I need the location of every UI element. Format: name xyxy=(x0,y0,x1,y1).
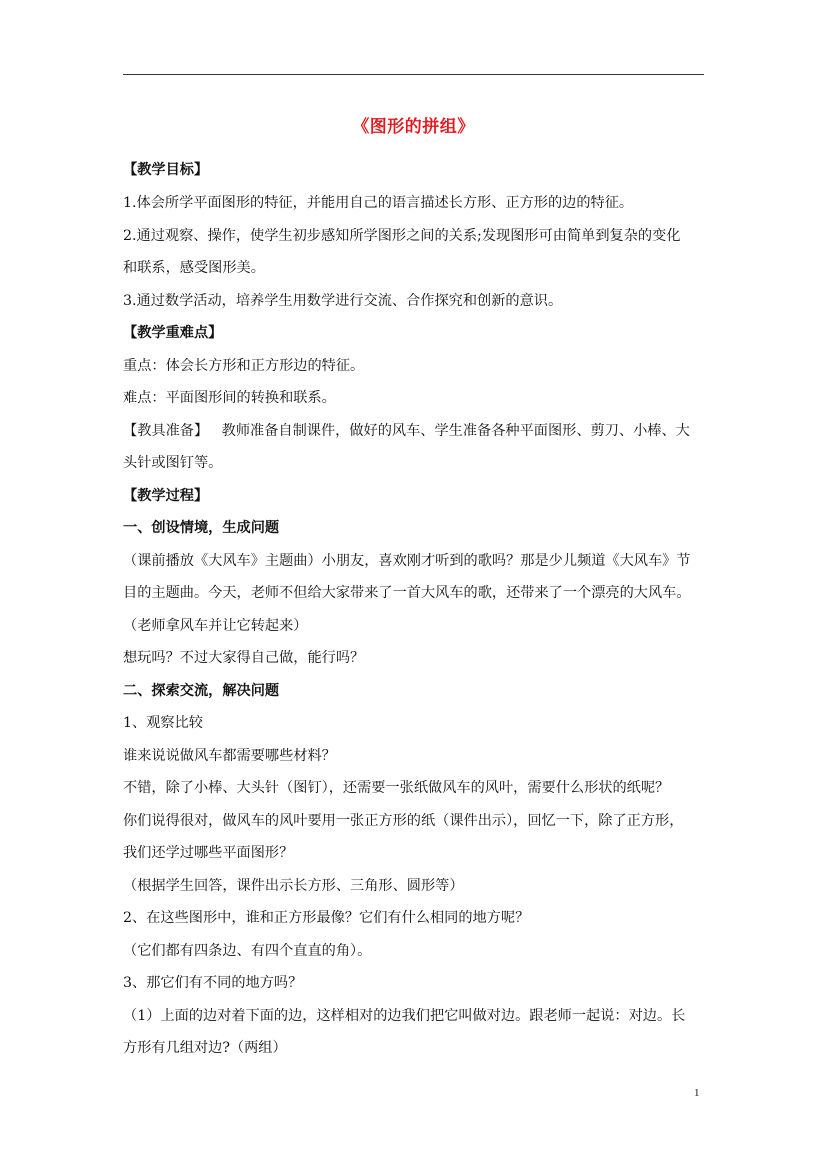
paragraph-line: 重点：体会长方形和正方形边的特征。 xyxy=(123,358,365,374)
paragraph-line: 不错，除了小棒、大头针（图钉），还需要一张纸做风车的风叶，需要什么形状的纸呢？ xyxy=(123,780,670,796)
paragraph-line: （老师拿风车并让它转起来） xyxy=(123,618,308,634)
paragraph-line: 3.通过数学活动，培养学生用数学进行交流、合作探究和创新的意识。 xyxy=(123,293,563,309)
paragraph-line: 我们还学过哪些平面图形？ xyxy=(123,845,294,861)
section-heading-objectives: 【教学目标】 xyxy=(123,162,209,178)
paragraph-line: 目的主题曲。今天，老师不但给大家带来了一首大风车的歌，还带来了一个漂亮的大风车。 xyxy=(123,585,691,601)
paragraph-line: 头针或图钉等。 xyxy=(123,455,223,471)
document-title: 《图形的拼组》 xyxy=(352,117,475,137)
paragraph-line: 3、那它们有不同的地方吗？ xyxy=(123,975,303,991)
paragraph-line: 和联系，感受图形美。 xyxy=(123,260,265,276)
header-rule xyxy=(123,74,704,75)
paragraph-line: （根据学生回答，课件出示长方形、三角形、圆形等） xyxy=(123,878,464,894)
paragraph-line-materials: 【教具准备】 教师准备自制课件，做好的风车、学生准备各种平面图形、剪刀、小棒、大 xyxy=(123,423,690,439)
paragraph-line: 2.通过观察、操作，使学生初步感知所学图形之间的关系;发现图形可由简单到复杂的变化 xyxy=(123,228,681,244)
paragraph-line: （1）上面的边对着下面的边，这样相对的边我们把它叫做对边。跟老师一起说：对边。长 xyxy=(123,1008,686,1024)
section-heading-process: 【教学过程】 xyxy=(123,488,209,504)
subsection-heading-1: 一、创设情境，生成问题 xyxy=(123,520,280,536)
paragraph-line: 1.体会所学平面图形的特征，并能用自己的语言描述长方形、正方形的边的特征。 xyxy=(123,195,634,211)
section-heading-key-points: 【教学重难点】 xyxy=(123,325,223,341)
paragraph-line: 1、观察比较 xyxy=(123,715,203,731)
paragraph-line: 你们说得很对，做风车的风叶要用一张正方形的纸（课件出示），回忆一下，除了正方形， xyxy=(123,813,684,829)
paragraph-line: 想玩吗？不过大家得自己做，能行吗？ xyxy=(123,650,365,666)
subsection-heading-2: 二、探索交流，解决问题 xyxy=(123,683,280,699)
paragraph-line: （它们都有四条边、有四个直直的角）。 xyxy=(123,943,372,959)
paragraph-line: （课前播放《大风车》主题曲）小朋友，喜欢刚才听到的歌吗？那是少儿频道《大风车》节 xyxy=(123,553,691,569)
paragraph-line: 2、在这些图形中，谁和正方形最像？它们有什么相同的地方呢？ xyxy=(123,910,530,926)
paragraph-line: 难点：平面图形间的转换和联系。 xyxy=(123,390,336,406)
page-number: 1 xyxy=(694,1087,700,1099)
paragraph-line: 谁来说说做风车都需要哪些材料？ xyxy=(123,748,336,764)
paragraph-line: 方形有几组对边?（两组） xyxy=(123,1040,287,1056)
